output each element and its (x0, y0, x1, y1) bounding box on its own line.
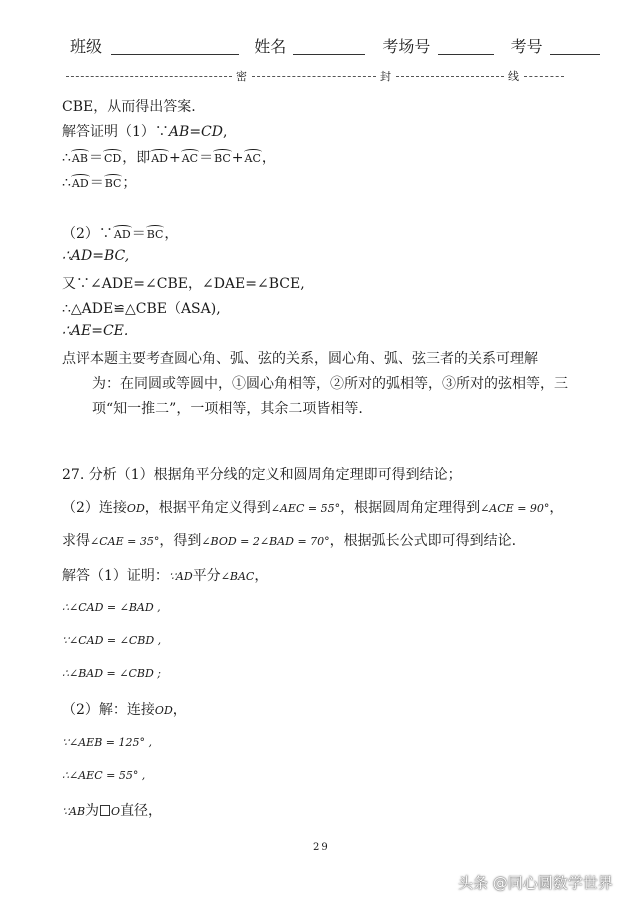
class-label: 班级 (70, 37, 103, 56)
q26-line-1: CBE，从而得出答案. (62, 99, 196, 115)
q27-answer-8: ∵AB为 O直径， (62, 803, 163, 819)
q27-analysis-2: （2）连接OD，根据平角定义得到∠AEC = 55°，根据圆周角定理得到∠ACE = 90°， (62, 500, 564, 516)
arc-symbol: BC (146, 228, 164, 241)
q26-line-9: ∴AE=CE. (62, 323, 129, 339)
q27-analysis-1: 27. 分析（1）根据角平分线的定义和圆周角定理即可得到结论； (62, 467, 462, 483)
q26-line-4: ∴AD＝BC； (62, 175, 137, 191)
seal-line-segment (252, 76, 376, 77)
seal-char-mi: 密 (236, 70, 247, 83)
arc-symbol: BC (214, 152, 231, 165)
arc-symbol: AC (244, 152, 261, 165)
circle-symbol-glyph (100, 805, 110, 816)
arc-symbol: AD (71, 177, 89, 190)
number-blank[interactable] (550, 38, 600, 55)
arc-symbol: AD (151, 152, 168, 165)
q26-comment-3: 项“知一推二”，一项相等，其余二项皆相等. (92, 401, 363, 417)
q27-answer-5: （2）解：连接OD， (62, 702, 187, 718)
q27-analysis-3: 求得∠CAE = 35°，得到∠BOD = 2∠BAD = 70°，根据弧长公式即可得到结论. (62, 533, 517, 549)
exam-header (70, 34, 600, 57)
name-blank[interactable] (293, 38, 365, 55)
q26-line-2: 解答证明（1）∵AB=CD, (62, 124, 228, 140)
q27-answer-7: ∴∠AEC = 55° , (62, 769, 146, 782)
watermark: 头条 @同心圆数学世界 (458, 874, 613, 892)
seal-line-segment (524, 76, 564, 77)
page-number: 29 (313, 842, 330, 853)
arc-symbol: BC (104, 177, 122, 190)
q26-line-8: ∴△ADE≌△CBE（ASA), (62, 301, 221, 317)
q26-line-7: 又∵∠ADE=∠CBE，∠DAE=∠BCE, (62, 276, 305, 292)
arc-symbol: AB (71, 152, 88, 165)
q26-comment-1: 点评本题主要考查圆心角、弧、弦的关系，圆心角、弧、弦三者的关系可理解 (62, 351, 538, 367)
arc-symbol: AD (113, 228, 131, 241)
number-label: 考号 (510, 37, 543, 56)
seal-line-segment (66, 76, 232, 77)
seal-char-xian: 线 (508, 70, 519, 83)
q27-answer-3: ∵∠CAD = ∠CBD , (62, 634, 162, 647)
q27-answer-4: ∴∠BAD = ∠CBD ; (62, 667, 162, 680)
arc-symbol: AC (181, 152, 199, 165)
room-label: 考场号 (382, 37, 431, 56)
q27-answer-2: ∴∠CAD = ∠BAD , (62, 601, 161, 614)
room-blank[interactable] (438, 38, 494, 55)
class-blank[interactable] (111, 38, 239, 55)
arc-symbol: CD (103, 152, 122, 165)
q26-line-5: （2）∵AD＝BC， (62, 226, 179, 242)
seal-line-segment (396, 76, 504, 77)
name-label: 姓名 (254, 37, 287, 56)
q26-line-6: ∴AD=BC, (62, 248, 130, 264)
q27-answer-6: ∵∠AEB = 125° , (62, 736, 152, 749)
q26-comment-2: 为：在同圆或等圆中，①圆心角相等，②所对的弧相等，③所对的弦相等，三 (92, 376, 568, 392)
q26-line-3: ∴AB＝CD，即AD+AC＝BC+AC， (62, 150, 276, 166)
seal-char-feng: 封 (380, 70, 391, 83)
q27-answer-1: 解答（1）证明：∵AD平分∠BAC， (62, 568, 269, 584)
